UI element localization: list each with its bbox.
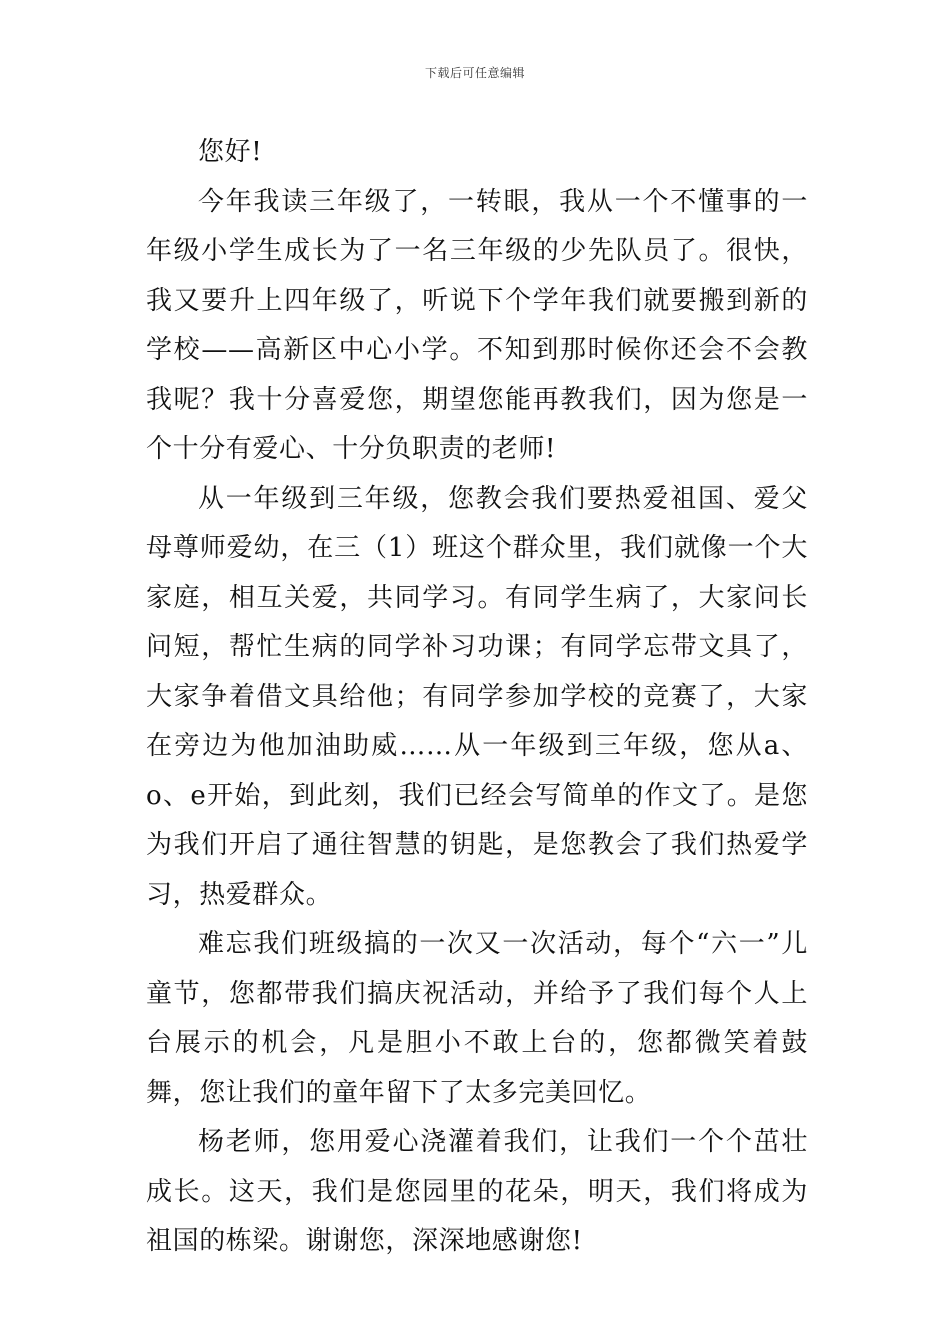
letter-paragraph-1: 今年我读三年级了，一转眼，我从一个不懂事的一年级小学生成长为了一名三年级的少先队员了。很快，我又要升上四年级了，听说下个学年我们就要搬到新的学校——高新区中心小学。不知到那时候你还会不会教我呢？我十分喜爱您，期望您能再教我们，因为您是一个十分有爱心、十分负职责的老师! bbox=[146, 186, 808, 464]
letter-paragraph-3: 难忘我们班级搞的一次又一次活动，每个“六一”儿童节，您都带我们搞庆祝活动，并给予了我们每个人上台展示的机会，凡是胆小不敢上台的，您都微笑着鼓舞，您让我们的童年留下了太多完美回忆。 bbox=[146, 929, 808, 1108]
page-header-note: 下载后可任意编辑 bbox=[424, 66, 525, 80]
letter-paragraph-2: 从一年级到三年级，您教会我们要热爱祖国、爱父母尊师爱幼，在三（1）班这个群众里，我们就像一个大家庭，相互关爱，共同学习。有同学生病了，大家问长问短，帮忙生病的同学补习功课；有同学忘带文具了，大家争着借文具给他；有同学参加学校的竞赛了，大家在旁边为他加油助威……从一年级到三年级，您从a、o、e开始，到此刻，我们已经会写简单的作文了。是您为我们开启了通往智慧的钥匙，是您教会了我们热爱学习，热爱群众。 bbox=[146, 483, 808, 910]
letter-paragraph-4: 杨老师，您用爱心浇灌着我们，让我们一个个茁壮成长。这天，我们是您园里的花朵，明天，我们将成为祖国的栋梁。谢谢您，深深地感谢您! bbox=[146, 1127, 808, 1256]
letter-body bbox=[146, 128, 808, 1267]
letter-greeting: 您好! bbox=[198, 137, 263, 167]
